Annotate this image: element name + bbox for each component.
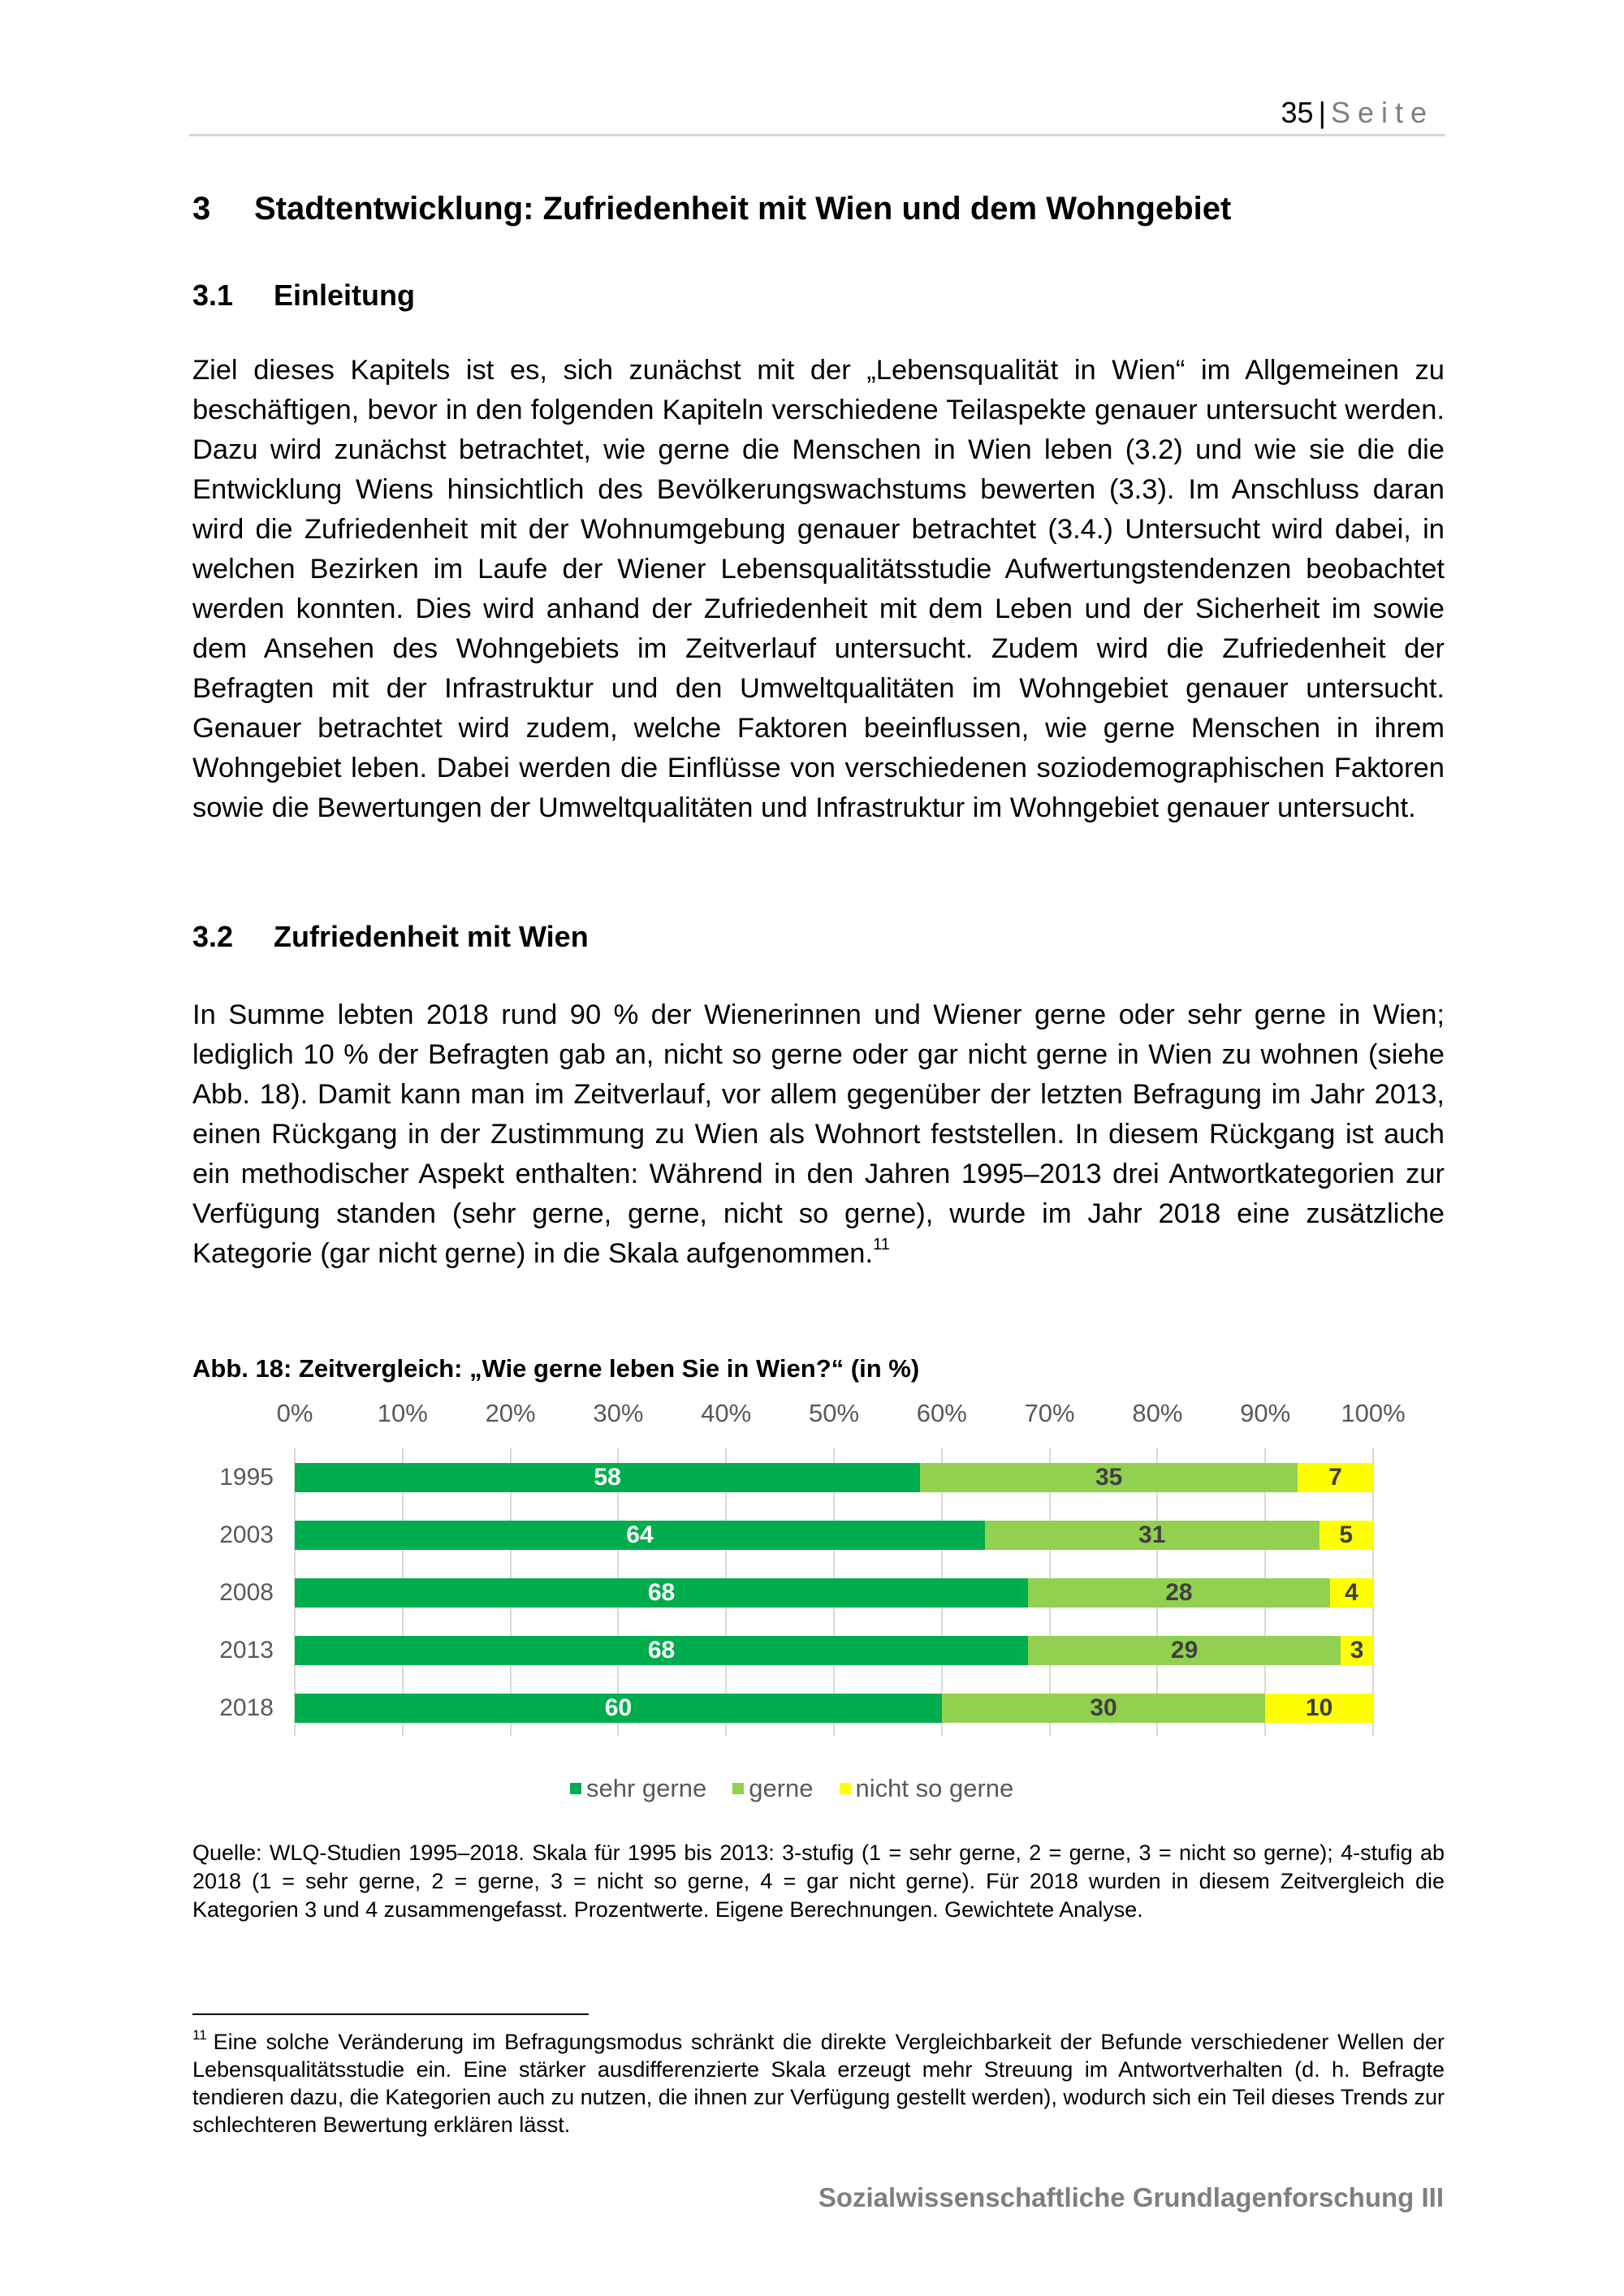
legend-swatch-icon <box>840 1783 851 1794</box>
stacked-bar-chart <box>192 1392 1459 1815</box>
legend-label: sehr gerne <box>586 1774 707 1802</box>
x-tick-label: 60% <box>916 1399 967 1427</box>
category-label: 2018 <box>219 1694 274 1721</box>
footnote-reference[interactable]: 11 <box>873 1236 890 1254</box>
bar-segment: 58 <box>295 1463 920 1492</box>
bar-segment: 68 <box>295 1578 1028 1608</box>
bar-segment: 28 <box>1028 1578 1330 1608</box>
page-number-value: 35 <box>1281 96 1314 129</box>
bar-segment: 64 <box>295 1521 985 1550</box>
x-tick-label: 50% <box>808 1399 860 1427</box>
x-tick-label: 80% <box>1132 1399 1183 1427</box>
bar-segment: 30 <box>942 1694 1265 1723</box>
bar-track <box>295 1578 1373 1608</box>
bar-track <box>295 1521 1373 1550</box>
legend-label: nicht so gerne <box>855 1774 1014 1802</box>
figure-caption: Abb. 18: Zeitvergleich: „Wie gerne leben Sie in Wien?“ (in %) <box>192 1354 920 1383</box>
bar-segment: 5 <box>1320 1521 1373 1550</box>
x-tick-label: 30% <box>593 1399 644 1427</box>
category-label: 2008 <box>219 1579 274 1606</box>
bar-segment: 4 <box>1330 1578 1373 1608</box>
chapter-heading <box>192 191 1231 227</box>
x-tick-label: 40% <box>701 1399 752 1427</box>
x-tick-label: 70% <box>1024 1399 1075 1427</box>
legend-item <box>570 1774 706 1803</box>
chapter-number: 3 <box>192 191 211 227</box>
chart-legend <box>570 1774 1039 1803</box>
bar-segment: 31 <box>985 1521 1320 1550</box>
x-tick-label: 20% <box>485 1399 536 1427</box>
category-label: 1995 <box>219 1464 274 1491</box>
x-tick-label: 0% <box>276 1399 313 1427</box>
category-label: 2003 <box>219 1521 274 1548</box>
footnote-11 <box>192 2028 1445 2138</box>
bar-track <box>295 1694 1373 1723</box>
bar-segment: 60 <box>295 1694 942 1723</box>
legend-item <box>732 1774 813 1803</box>
bar-segment: 68 <box>295 1636 1028 1665</box>
bar-segment: 29 <box>1028 1636 1341 1665</box>
footnote-separator <box>192 2013 589 2015</box>
x-tick-label: 100% <box>1341 1399 1406 1427</box>
section-heading-3-1 <box>192 278 415 313</box>
bar-row <box>192 1463 1459 1492</box>
legend-swatch-icon <box>732 1783 744 1794</box>
bar-row <box>192 1521 1459 1550</box>
legend-swatch-icon <box>570 1783 581 1794</box>
category-label: 2013 <box>219 1637 274 1664</box>
x-tick-label: 90% <box>1240 1399 1291 1427</box>
section-number: 3.1 <box>192 278 234 312</box>
bar-row <box>192 1636 1459 1665</box>
figure-source-note: Quelle: WLQ-Studien 1995–2018. Skala für 1995 bis 2013: 3-stufig (1 = sehr gerne, 2 = gerne, 3 = nicht so gerne); 4-stufig ab 2018 (1 = sehr gerne, 2 = gerne, 3 = nicht so gerne, 4 = gar nicht gerne). Für 2018 wurden in diesem Zeitvergleich die Kategorien 3 und 4 zusammengefasst. Prozentwerte. Eigene Berechnungen. Gewichtete Analyse. <box>192 1841 1445 1922</box>
section-title: Einleitung <box>274 278 415 312</box>
bar-segment: 7 <box>1298 1463 1373 1492</box>
bar-row <box>192 1694 1459 1723</box>
section-heading-3-2 <box>192 920 589 954</box>
page-number-separator: | <box>1318 96 1326 129</box>
footnote-text: Eine solche Veränderung im Befragungsmodus schränkt die direkte Vergleichbarkeit der Befunde verschiedener Wellen der Lebensqualitätsstudie ein. Eine stärker ausdifferenzierte Skala erzeugt mehr Streuung im Antwortverhalten (d. h. Befragte tendieren dazu, die Kategorien auch zu nutzen, die ihnen zur Verfügung gestellt werden), wodurch sich ein Teil dieses Trends zur schlechteren Bewertung erklären lässt. <box>192 2030 1445 2137</box>
bar-row <box>192 1578 1459 1608</box>
page-footer: Sozialwissenschaftliche Grundlagenforschung III <box>818 2182 1444 2212</box>
x-tick-label: 10% <box>377 1399 428 1427</box>
page-number <box>1281 96 1434 130</box>
chapter-title: Stadtentwicklung: Zufriedenheit mit Wien und dem Wohngebiet <box>254 191 1232 227</box>
bar-track <box>295 1463 1373 1492</box>
bar-segment: 35 <box>920 1463 1298 1492</box>
bar-segment: 3 <box>1341 1636 1373 1665</box>
section-3-1-paragraph: Ziel dieses Kapitels ist es, sich zunächst mit der „Lebensqualität in Wien“ im Allgemeinen zu beschäftigen, bevor in den folgenden Kapiteln verschiedene Teilaspekte genauer untersucht werden. Dazu wird zunächst betrachtet, wie gerne die Menschen in Wien leben (3.2) und wie sie die die Entwicklung Wiens hinsichtlich des Bevölkerungswachstums bewerten (3.3). Im Anschluss daran wird die Zufriedenheit mit der Wohnumgebung genauer betrachtet (3.4.) Untersucht wird dabei, in welchen Bezirken im Laufe der Wiener Lebensqualitätsstudie Aufwertungstendenzen beobachtet werden konnten. Dies wird anhand der Zufriedenheit mit dem Leben und der Sicherheit im sowie dem Ansehen des Wohngebiets im Zeitverlauf untersucht. Zudem wird die Zufriedenheit der Befragten mit der Infrastruktur und den Umweltqualitäten im Wohngebiet genauer untersucht. Genauer betrachtet wird zudem, welche Faktoren beeinflussen, wie gerne Menschen in ihrem Wohngebiet leben. Dabei werden die Einflüsse von verschiedenen soziodemographischen Faktoren sowie die Bewertungen der Umweltqualitäten und Infrastruktur im Wohngebiet genauer untersucht. <box>192 355 1445 823</box>
bar-track <box>295 1636 1373 1665</box>
footnote-number: 11 <box>192 2027 207 2043</box>
legend-label: gerne <box>749 1774 814 1802</box>
section-title: Zufriedenheit mit Wien <box>274 920 589 953</box>
legend-item <box>840 1774 1014 1803</box>
page-word: Seite <box>1330 96 1434 129</box>
section-3-2-text: In Summe lebten 2018 rund 90 % der Wienerinnen und Wiener gerne oder sehr gerne in Wien; lediglich 10 % der Befragten gab an, nicht so gerne oder gar nicht gerne in Wien zu wohnen (siehe Abb. 18). Damit kann man im Zeitverlauf, vor allem gegenüber der letzten Befragung im Jahr 2013, einen Rückgang in der Zustimmung zu Wien als Wohnort feststellen. In diesem Rückgang ist auch ein methodischer Aspekt enthalten: Während in den Jahren 1995–2013 drei Antwortkategorien zur Verfügung standen (sehr gerne, gerne, nicht so gerne), wurde im Jahr 2018 eine zusätzliche Kategorie (gar nicht gerne) in die Skala aufgenommen. <box>192 999 1445 1269</box>
section-number: 3.2 <box>192 920 234 953</box>
bar-segment: 10 <box>1265 1694 1373 1723</box>
section-3-2-paragraph <box>192 995 1445 1274</box>
page-header <box>189 91 1445 136</box>
